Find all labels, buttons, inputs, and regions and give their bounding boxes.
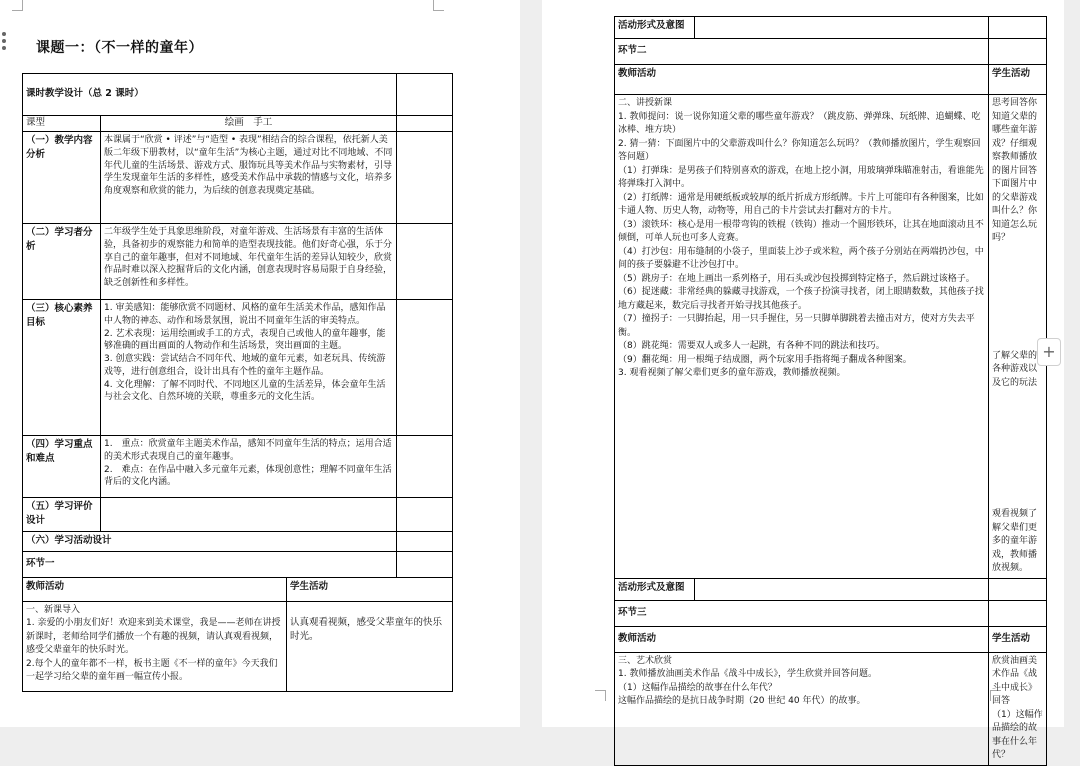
student-activity-header: 学生活动 — [989, 626, 1047, 652]
keypoint-item: 2. 难点：在作品中融入多元童年元素，体现创意性；理解不同童年生活背后的文化内涵。 — [104, 464, 392, 488]
lesson-design-table-continued — [614, 16, 1047, 766]
teacher-activity-header: 教师活动 — [23, 577, 287, 601]
analysis-text: 本课属于“欣赏 • 评述”与“造型 • 表现”相结合的综合课程，依托新人美版二年级下册教材，以“童年生活”为核心主题，通过对比不同地域、不同年代儿童的生活场景、游戏方式、服饰玩具等美术作品与实物素材，引导学生发现童年生活的多样性，感受美术作品中承载的情感与文化，培养多角度观察和欣赏的能力，为后续的创意表现奠定基础。 — [101, 132, 397, 224]
teacher-activity-header: 教师活动 — [615, 65, 989, 95]
type-value: 绘画 手工 — [101, 116, 397, 132]
keypoint-item: 1. 重点：欣赏童年主题美术作品，感知不同童年生活的特点；运用合适的美术形式表现自己的童年趣事。 — [104, 439, 392, 462]
art-appreciation-text: 三、艺术欣赏 1. 教师播放油画美术作品《战斗中成长》，学生欣赏并回答问题。 （1）这幅作品描绘的故事在什么年代？ 这幅作品描绘的是抗日战争时期（20 世纪 40 年代）的故事。 — [615, 652, 989, 765]
section-3-label: 环节三 — [615, 600, 989, 626]
literacy-item: 3. 创意实践：尝试结合不同年代、地域的童年元素，如老玩具、传统游戏等，进行创意组合，设计出具有个性的童年主题作品。 — [104, 354, 386, 377]
document-page-left — [0, 0, 520, 727]
literacy-goals — [101, 300, 397, 436]
lesson-title: 课题一：（不一样的童年） — [36, 40, 203, 56]
document-page-right — [542, 0, 1064, 760]
literacy-item: 2. 艺术表现：运用绘画或手工的方式，表现自己或他人的童年趣事，能够准确的画出画面的人物动作和生活场景，突出画面的主题。 — [104, 328, 386, 352]
crop-mark — [12, 0, 23, 11]
crop-mark — [595, 690, 606, 701]
literacy-label: （三）核心素养目标 — [23, 300, 101, 436]
literacy-item: 4. 文化理解：了解不同时代、不同地区儿童的生活差异，体会童年生活与社会文化、自然环境的关联，尊重多元的文化生活。 — [104, 379, 386, 403]
eval-label: （五）学习评价设计 — [23, 498, 101, 532]
student-activity-text: 思考回答你知道父辈的哪些童年游戏？仔细观察教师播放的图片回答下面图片中的父辈游戏叫什么？你知道怎么玩吗？ 了解父辈的各种游戏以及它的玩法 观看视频了解父辈们更多的童年游戏，教师播放视频。 — [989, 95, 1047, 579]
keypoint-items — [101, 436, 397, 498]
teacher-activity-text: 二、讲授新课 1. 教师提问：说一说你知道父辈的哪些童年游戏？（跳皮筋、弹弹珠、玩纸牌、追蝴蝶、吃冰棒、堆方块） 2. 猜一猜：下面图片中的父辈游戏叫什么？你知道怎么玩吗？（教师播放图片，学生观察回答问题） （1）打弹珠：是男孩子们特别喜欢的游戏，在地上挖小洞，用玻璃弹珠瞄准射击，看谁能先将弹珠打入洞中。 （2）打纸牌：通常是用硬纸板或较厚的纸片折成方形纸牌。卡片上可能印有各种图案，比如卡通人物、历史人物，动物等，用自己的卡片尝试去打翻对方的卡片。 （3）滚铁环：核心是用一根带弯钩的铁棍（铁钩）推动一个圆形铁环，让其在地面滚动且不倾倒，可单人玩也可多人竞赛。 （4）打沙包：用布缝制的小袋子，里面装上沙子或米粒，两个孩子分别站在两端扔沙包，中间的孩子要躲避不让沙包打中。 （5）跳房子：在地上画出一系列格子，用石头或沙包投掷到特定格子，然后跳过该格子。 （6）捉迷藏：非常经典的躲藏寻找游戏，一个孩子扮演寻找者，闭上眼睛数数，其他孩子找地方藏起来，数完后寻找者开始寻找其他孩子。 （7）撞拐子：一只脚抬起，用一只手握住，另一只脚单脚跳着去撞击对方，使对方失去平衡。 （8）跳花绳：需要双人或多人一起跳，有各种不同的跳法和技巧。 （9）翻花绳：用一根绳子结成圈，两个玩家用手指将绳子翻成各种图案。 3. 观看视频了解父辈们更多的童年游戏，教师播放视频。 — [615, 95, 989, 579]
literacy-item: 1. 审美感知：能够欣赏不同题材、风格的童年生活美术作品，感知作品中人物的神态、动作和场景氛围，说出不同童年生活的审美特点。 — [104, 303, 386, 326]
student-activity-header: 学生活动 — [287, 577, 453, 601]
form-label: 活动形式及意图 — [615, 17, 695, 39]
section-1-label: 环节一 — [23, 551, 397, 577]
analysis-label: （一）教学内容分析 — [23, 132, 101, 224]
learner-label: （二）学习者分析 — [23, 224, 101, 300]
drag-handle-icon[interactable] — [2, 32, 8, 53]
teacher-activity-text: 一、新课导入 1. 亲爱的小朋友们好！欢迎来到美术课堂，我是——老师在讲授新课时，老师给同学们播放一个有趣的视频，请认真观看视频，感受父辈童年的快乐时光。 2.每个人的童年都不一样，板书主题《不一样的童年》今天我们一起学习给父辈的童年画一幅宣传小报。 — [23, 601, 287, 691]
form-label: 活动形式及意图 — [615, 578, 695, 600]
learner-text: 二年级学生处于具象思维阶段，对童年游戏、生活场景有丰富的生活体验，具备初步的观察能力和简单的造型表现技能。他们好奇心强，乐于分享自己的童年趣事，但对不同地域、年代童年生活的差异认知较少，欣赏作品时难以深入挖掘背后的文化内涵，创意表现时容易局限于自身经验，缺乏创新性和多样性。 — [101, 224, 397, 300]
activity-label: （六）学习活动设计 — [23, 531, 397, 551]
student-activity-text: 认真观看视频，感受父辈童年的快乐时光。 — [287, 601, 453, 691]
student-activity-header: 学生活动 — [989, 65, 1047, 95]
table-header: 课时教学设计（总 2 课时） — [23, 74, 397, 116]
art-appreciation-student-text: 欣赏油画美术作品《战斗中成长》回答 （1）这幅作品描绘的故事在什么年代？ — [989, 652, 1047, 765]
lesson-design-table — [22, 73, 453, 692]
type-label: 课型 — [23, 116, 101, 132]
section-2-label: 环节二 — [615, 39, 989, 65]
add-icon[interactable]: + — [1037, 338, 1061, 366]
keypoint-label: （四）学习重点和难点 — [23, 436, 101, 498]
teacher-activity-header: 教师活动 — [615, 626, 989, 652]
crop-mark — [433, 0, 444, 11]
